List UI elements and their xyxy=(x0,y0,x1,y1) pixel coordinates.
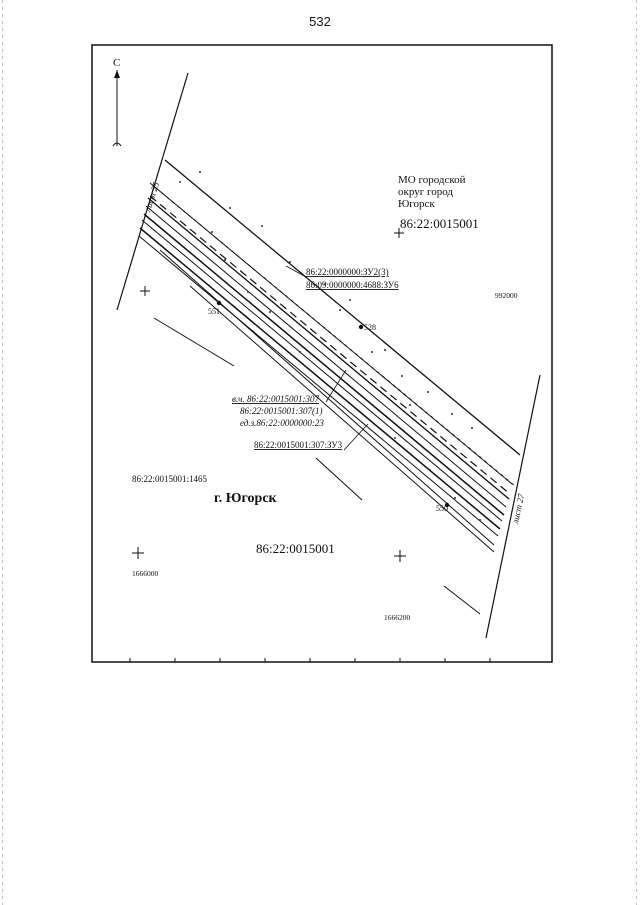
quarter-number-bottom: 86:22:0015001 xyxy=(256,541,335,556)
municipality-line-3: Югорск xyxy=(398,198,435,210)
callout-top-line-1: 86:22:0000000:ЗУ2(3) xyxy=(306,267,389,277)
north-label: С xyxy=(113,57,121,69)
callout-mid-line-2: 86:22:0015001:307(1) xyxy=(240,406,323,416)
zone-strokes xyxy=(154,318,480,614)
coord-y-top: 992000 xyxy=(495,291,518,300)
sheet-label-right: лист 27 xyxy=(510,492,527,525)
parcel-1465-label: 86:22:0015001:1465 xyxy=(132,474,208,484)
point-label-528: 528 xyxy=(364,323,376,332)
survey-points xyxy=(217,301,449,507)
north-arrow xyxy=(113,57,121,146)
callout-mid-line-3: ед.з.86:22:0000000:23 xyxy=(240,418,324,428)
coord-x-right: 1666200 xyxy=(384,613,411,622)
quarter-number-top: 86:22:0015001 xyxy=(400,216,479,231)
sheet-label-left: лист 25 xyxy=(142,180,162,213)
city-label: г. Югорск xyxy=(214,491,277,506)
municipality-line-1: МО городской xyxy=(398,174,466,186)
point-label-550: 550 xyxy=(436,504,448,513)
municipality-line-2: округ город xyxy=(398,186,453,198)
page-number: 532 xyxy=(309,14,331,29)
callout-top-line-2: 86:09:0000000:4688:ЗУ6 xyxy=(306,280,399,290)
callout-top xyxy=(286,266,399,290)
coord-x-left: 1666000 xyxy=(132,569,159,578)
point-label-551: 551 xyxy=(208,307,220,316)
callout-low-text: 86:22:0015001:307:ЗУ3 xyxy=(254,440,343,450)
callout-mid-line-1: в.ч. 86:22:0015001:307 xyxy=(232,394,319,404)
